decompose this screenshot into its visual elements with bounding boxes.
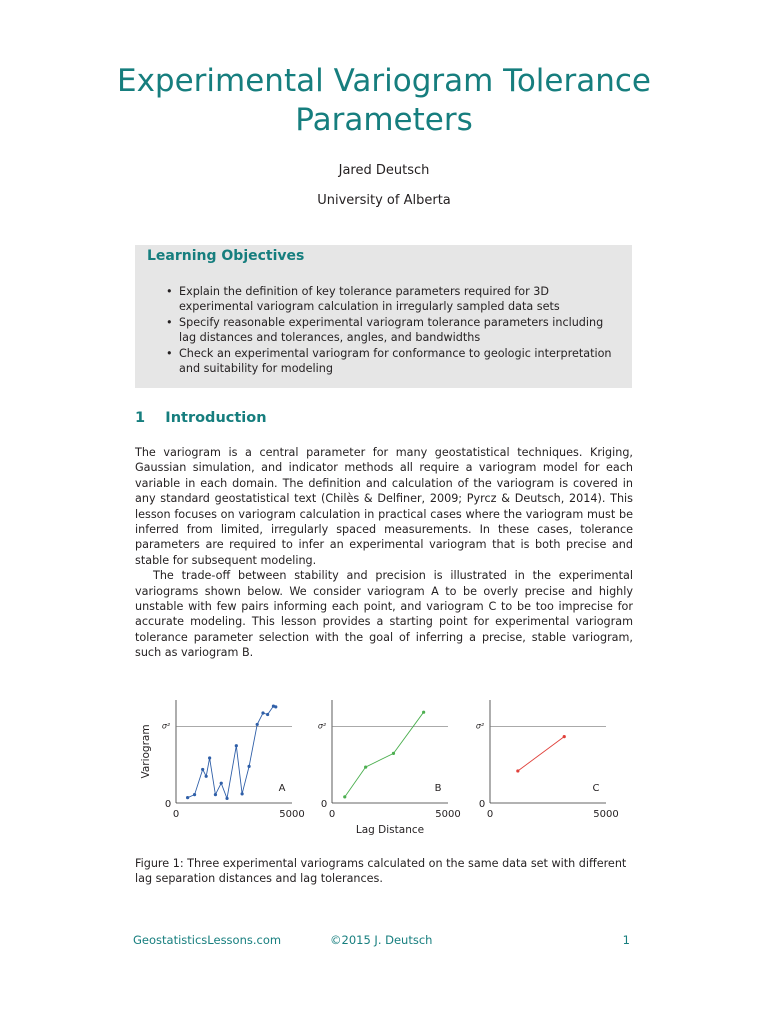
variogram-point bbox=[193, 793, 196, 796]
variogram-point bbox=[220, 782, 223, 785]
variogram-point bbox=[274, 705, 277, 708]
footer-site: GeostatisticsLessons.com bbox=[133, 933, 282, 947]
variogram-point bbox=[247, 765, 250, 768]
section-body bbox=[135, 445, 633, 661]
author-name: Jared Deutsch bbox=[338, 163, 430, 178]
variogram-point bbox=[422, 711, 425, 714]
y-tick-label: 0 bbox=[164, 799, 172, 810]
sill-label: σ² bbox=[475, 721, 485, 731]
variogram-point bbox=[392, 752, 395, 755]
panel-label: A bbox=[278, 783, 286, 794]
section-number: 1 bbox=[135, 410, 146, 426]
x-tick-label: 5000 bbox=[593, 809, 619, 820]
x-tick-label: 5000 bbox=[435, 809, 461, 820]
variogram-point bbox=[214, 793, 217, 796]
variogram-point bbox=[343, 795, 346, 798]
variogram-point bbox=[225, 797, 228, 800]
learning-objectives-box bbox=[135, 245, 632, 388]
variogram-point bbox=[205, 775, 208, 778]
x-tick-label: 5000 bbox=[279, 809, 305, 820]
page-number: 1 bbox=[622, 933, 630, 947]
panel-label: B bbox=[434, 783, 442, 794]
x-axis-title: Lag Distance bbox=[355, 824, 425, 836]
variogram-point bbox=[201, 768, 204, 771]
variogram-point bbox=[186, 796, 189, 799]
x-tick-label: 0 bbox=[486, 809, 494, 820]
learning-objectives-list bbox=[166, 284, 621, 376]
panel-label: C bbox=[592, 783, 600, 794]
sill-label: σ² bbox=[161, 721, 171, 731]
variogram-point bbox=[563, 735, 566, 738]
body-paragraph: The variogram is a central parameter for many geostatistical techniques. Kriging, Gaussian simulation, and indicator methods all require a variogram model for each variable in each domain. The definition and calculation of the variogram is covered in any standard geostatistical text (Chilès & Delfiner, 2009; Pyrcz & Deutsch, 2014). This lesson focuses on variogram calculation in practical cases where the variogram must be inferred from limited, irregularly spaced measurements. In these cases, tolerance parameters are required to infer an experimental variogram that is both precise and stable for subsequent modeling. bbox=[135, 446, 633, 567]
objective-item: • Check an experimental variogram for conformance to geologic interpretation and suitability for modeling bbox=[166, 346, 621, 377]
author-affiliation: University of Alberta bbox=[317, 193, 451, 208]
x-tick-label: 0 bbox=[328, 809, 336, 820]
objective-item: • Specify reasonable experimental variogram tolerance parameters including lag distances and tolerances, angles, and bandwidths bbox=[166, 315, 621, 346]
variogram-series-line bbox=[518, 737, 564, 771]
section-title: Introduction bbox=[165, 410, 267, 426]
footer-copyright: ©2015 J. Deutsch bbox=[330, 933, 433, 947]
variogram-point bbox=[208, 756, 211, 759]
y-axis-title: Variogram bbox=[140, 724, 152, 779]
variogram-point bbox=[235, 744, 238, 747]
variogram-point bbox=[256, 723, 259, 726]
learning-objectives-heading: Learning Objectives bbox=[147, 248, 305, 264]
variogram-point bbox=[364, 766, 367, 769]
sill-label: σ² bbox=[317, 721, 327, 731]
section-heading bbox=[135, 410, 267, 426]
paper-title: Experimental Variogram Tolerance Parameters bbox=[117, 63, 651, 138]
variogram-figure bbox=[130, 690, 630, 840]
variogram-point bbox=[241, 792, 244, 795]
figure-caption: Figure 1: Three experimental variograms calculated on the same data set with different lag separation distances and lag tolerances. bbox=[135, 857, 627, 886]
variogram-series-line bbox=[188, 706, 276, 798]
y-tick-label: 0 bbox=[320, 799, 328, 810]
y-tick-label: 0 bbox=[478, 799, 486, 810]
variogram-point bbox=[516, 769, 519, 772]
body-paragraph: The trade-off between stability and precision is illustrated in the experimental variograms shown below. We consider variogram A to be overly precise and highly unstable with few pairs informing each point, and variogram C to be too imprecise for accurate modeling. This lesson provides a starting point for experimental variogram tolerance parameter selection with the goal of inferring a precise, stable variogram, such as variogram B. bbox=[135, 569, 633, 660]
variogram-series-line bbox=[345, 712, 424, 797]
x-tick-label: 0 bbox=[172, 809, 180, 820]
objective-item: • Explain the definition of key tolerance parameters required for 3D experimental variogram calculation in irregularly sampled data sets bbox=[166, 284, 621, 315]
page-footer bbox=[133, 933, 633, 951]
variogram-point bbox=[266, 713, 269, 716]
variogram-point bbox=[261, 711, 264, 714]
